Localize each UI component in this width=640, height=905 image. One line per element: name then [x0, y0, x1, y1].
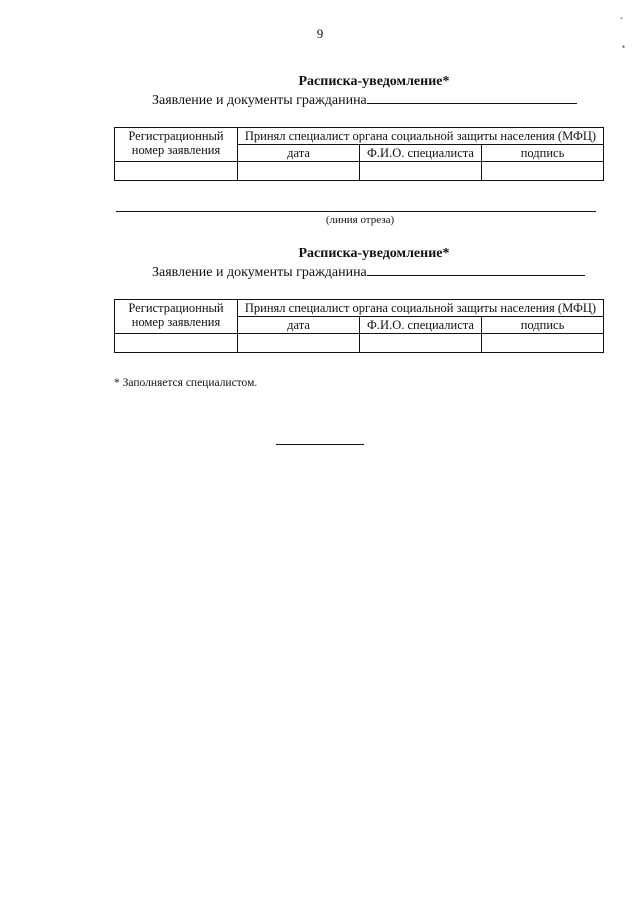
- reg-number-header: Регистрационный номер заявления: [115, 128, 238, 162]
- specialist-name-column-header: Ф.И.О. специалиста: [360, 145, 482, 162]
- date-cell[interactable]: [238, 334, 360, 353]
- receipt-table: [114, 127, 604, 181]
- receipt-table: [114, 299, 604, 353]
- reg-number-header: Регистрационный номер заявления: [115, 300, 238, 334]
- receipt-section-1: [114, 74, 604, 181]
- signature-cell[interactable]: [482, 162, 604, 181]
- date-column-header: дата: [238, 317, 360, 334]
- footnote: * Заполняется специалистом.: [114, 377, 258, 389]
- end-rule: [276, 444, 364, 445]
- receipt-title: Расписка-уведомление*: [298, 74, 450, 89]
- date-column-header: дата: [238, 145, 360, 162]
- applicant-blank-field[interactable]: [367, 262, 585, 276]
- applicant-line: [152, 90, 604, 109]
- applicant-label: Заявление и документы гражданина: [152, 265, 367, 280]
- applicant-blank-field[interactable]: [367, 90, 577, 104]
- reg-number-cell[interactable]: [115, 162, 238, 181]
- applicant-label: Заявление и документы гражданина: [152, 93, 367, 108]
- signature-column-header: подпись: [482, 145, 604, 162]
- accepted-by-header: Принял специалист органа социальной защиты населения (МФЦ): [238, 128, 604, 145]
- reg-number-cell[interactable]: [115, 334, 238, 353]
- receipt-section-2: [114, 246, 604, 353]
- scan-speck: ˆ: [620, 16, 623, 26]
- signature-cell[interactable]: [482, 334, 604, 353]
- applicant-line: [152, 262, 604, 281]
- specialist-name-column-header: Ф.И.О. специалиста: [360, 317, 482, 334]
- specialist-name-cell[interactable]: [360, 162, 482, 181]
- cut-line-label: (линия отреза): [325, 214, 395, 226]
- specialist-name-cell[interactable]: [360, 334, 482, 353]
- date-cell[interactable]: [238, 162, 360, 181]
- cut-line: [116, 211, 596, 212]
- page-number: 9: [316, 26, 324, 41]
- receipt-title: Расписка-уведомление*: [298, 246, 450, 261]
- accepted-by-header: Принял специалист органа социальной защиты населения (МФЦ): [238, 300, 604, 317]
- signature-column-header: подпись: [482, 317, 604, 334]
- scan-speck: •: [622, 42, 626, 52]
